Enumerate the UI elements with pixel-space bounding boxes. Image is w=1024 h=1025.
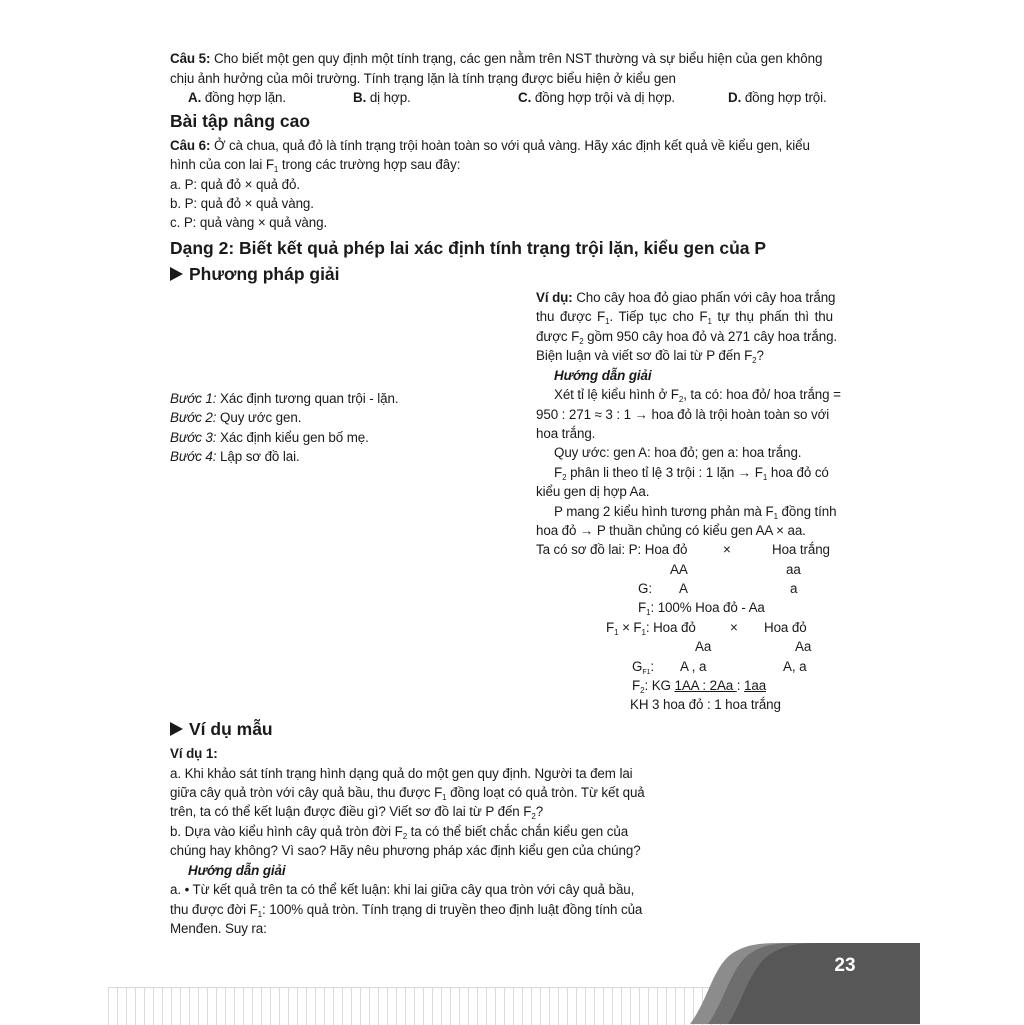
- text: :: [650, 659, 654, 674]
- solution-line-4: Quy ước: gen A: hoa đỏ; gen a: hoa trắng.: [554, 445, 802, 460]
- underlined-genotypes: 1AA : 2Aa: [674, 678, 737, 693]
- subscript: 1: [773, 512, 778, 521]
- cross-intro: Ta có sơ đồ lai: P: Hoa đỏ: [536, 542, 688, 557]
- f1-genotype-1: Aa: [695, 639, 712, 654]
- sample-a-line-3: [170, 802, 543, 822]
- solution-line-7: [554, 502, 837, 522]
- question-6-line-2: [170, 155, 460, 175]
- step-label: Bước 2:: [170, 410, 217, 425]
- question-5-text: Cho biết một gen quy định một tính trạng, các gen nằm trên NST thường và sự biểu hiện của gen không: [210, 51, 823, 66]
- step-text: Quy ước gen.: [216, 410, 302, 425]
- step-label: Bước 1:: [170, 391, 217, 406]
- f1-result: [638, 598, 765, 618]
- question-6-line-1: [170, 136, 810, 156]
- section-heading-advanced: Bài tập nâng cao: [170, 111, 311, 131]
- step-4: [170, 447, 300, 467]
- subscript: 2: [531, 812, 536, 821]
- example-label: Ví dụ:: [536, 290, 573, 305]
- footer-wave-decoration: [690, 940, 920, 1024]
- text: hoa đỏ có: [767, 465, 829, 480]
- text: hình của con lai F: [170, 157, 274, 172]
- underlined-genotype: 1aa: [744, 678, 767, 693]
- subscript: 2: [402, 832, 408, 841]
- text: Xét tỉ lệ kiểu hình ở F: [554, 387, 679, 402]
- sample-a-line-2: [170, 783, 645, 803]
- option-b-letter: B.: [353, 90, 367, 105]
- text: ?: [756, 348, 764, 363]
- section-heading-type-2: Dạng 2: Biết kết quả phép lai xác định tính trạng trội lặn, kiểu gen của P: [170, 238, 767, 258]
- sample-guide-line-3: Menđen. Suy ra:: [170, 921, 267, 936]
- option-b-text: dị hợp.: [366, 90, 411, 105]
- step-text: Xác định kiểu gen bố mẹ.: [216, 430, 369, 445]
- cross-times-symbol: ×: [723, 542, 731, 557]
- text: tự thụ phấn thì thu: [711, 309, 833, 324]
- sample-a-line-1: a. Khi khảo sát tính trạng hình dạng quả do một gen quy định. Người ta đem lai: [170, 766, 633, 781]
- page-number: 23: [834, 955, 856, 976]
- text: ta có thể biết chắc chắn kiểu gen của: [407, 824, 629, 839]
- gamete-1: A: [679, 581, 688, 596]
- text: đồng loạt có quả tròn. Từ kết quả: [446, 785, 645, 800]
- question-6-case-b: b. P: quả đỏ × quả vàng.: [170, 196, 314, 211]
- f1-genotype-2: Aa: [795, 639, 812, 654]
- text: F: [606, 620, 615, 635]
- text: F: [554, 465, 563, 480]
- text: F: [632, 678, 641, 693]
- text: phân li theo tỉ lệ 3 trội : 1 lặn → F: [566, 465, 763, 480]
- text: , ta có: hoa đỏ/ hoa trắng =: [683, 387, 841, 402]
- option-d: [728, 88, 827, 108]
- text: được F: [536, 329, 580, 344]
- question-6-text: Ở cà chua, quả đỏ là tính trạng trội hoàn toàn so với quả vàng. Hãy xác định kết quả về kiểu gen, kiểu: [210, 138, 810, 153]
- sample-b-line-2: chúng hay không? Vì sao? Hãy nêu phương pháp xác định kiểu gen của chúng?: [170, 843, 641, 858]
- solution-line-5: [554, 463, 829, 483]
- subscript: 2: [579, 337, 584, 346]
- f2-phenotype-ratio: KH 3 hoa đỏ : 1 hoa trắng: [630, 697, 781, 712]
- step-3: [170, 428, 369, 448]
- subscript: 1: [707, 317, 712, 326]
- subscript: 2: [640, 686, 645, 695]
- parent-genotype-1: AA: [670, 562, 688, 577]
- step-text: Xác định tương quan trội - lặn.: [216, 391, 399, 406]
- question-6-case-a: a. P: quả đỏ × quả đỏ.: [170, 177, 300, 192]
- example-line-2: [536, 307, 856, 327]
- f1-gametes-2: A, a: [783, 659, 807, 674]
- sample-heading: [170, 718, 273, 740]
- option-c-text: đồng hợp trội và dị hợp.: [531, 90, 676, 105]
- step-label: Bước 4:: [170, 449, 217, 464]
- text: : KG: [644, 678, 675, 693]
- text: giữa cây quả tròn với cây quả bầu, thu được F: [170, 785, 443, 800]
- text: Cho cây hoa đỏ giao phấn với cây hoa trắng: [572, 290, 836, 305]
- f1-gametes-1: A , a: [680, 659, 707, 674]
- guide-heading: Hướng dẫn giải: [554, 368, 652, 383]
- text: :: [736, 678, 744, 693]
- method-heading-text: Phương pháp giải: [189, 264, 340, 284]
- text: Biện luận và viết sơ đồ lai từ P đến F: [536, 348, 753, 363]
- f2-genotype-ratio: [632, 676, 766, 696]
- option-a: [188, 88, 286, 108]
- parent-genotype-2: aa: [786, 562, 801, 577]
- subscript: 1: [273, 165, 279, 174]
- subscript: 1: [442, 793, 447, 802]
- subscript: 1: [257, 910, 263, 919]
- sample-guide-line-2: [170, 900, 642, 920]
- question-6-label: Câu 6:: [170, 138, 211, 153]
- subscript: F1: [642, 669, 651, 676]
- text: : 100% quả tròn. Tính trạng di truyền theo định luật đồng tính của: [262, 902, 643, 917]
- subscript: 2: [562, 473, 567, 482]
- solution-line-3: hoa trắng.: [536, 426, 596, 441]
- solution-line-8: hoa đỏ → P thuần chủng có kiểu gen AA × aa.: [536, 523, 806, 538]
- text: gồm 950 cây hoa đỏ và 271 cây hoa trắng.: [583, 329, 838, 344]
- text: trên, ta có thể kết luận được điều gì? Viết sơ đồ lai từ P đến F: [170, 804, 532, 819]
- text: b. Dựa vào kiểu hình cây quả tròn đời F: [170, 824, 403, 839]
- footer-grid-strip: [108, 987, 723, 1025]
- subscript: 2: [752, 356, 757, 365]
- text: đồng tính: [777, 504, 837, 519]
- text: thu được đời F: [170, 902, 258, 917]
- question-6-case-c: c. P: quả vàng × quả vàng.: [170, 215, 328, 230]
- text: : Hoa đỏ: [645, 620, 696, 635]
- method-heading: [170, 263, 340, 285]
- question-5-line-1: [170, 49, 822, 69]
- f1-cross: [606, 618, 696, 638]
- gamete-label: G:: [638, 581, 652, 596]
- example-line-1: [536, 288, 835, 308]
- option-d-text: đồng hợp trội.: [741, 90, 827, 105]
- question-5-line-2: chịu ảnh hưởng của môi trường. Tính trạng lặn là tính trạng được biểu hiện ở kiểu gen: [170, 71, 676, 86]
- triangle-bullet-icon: [170, 267, 183, 281]
- option-a-text: đồng hợp lặn.: [201, 90, 287, 105]
- text: trong các trường hợp sau đây:: [278, 157, 461, 172]
- option-c: [518, 88, 675, 108]
- subscript: 1: [762, 473, 768, 482]
- text: : 100% Hoa đỏ - Aa: [650, 600, 765, 615]
- step-label: Bước 3:: [170, 430, 217, 445]
- text: . Tiếp tục cho F: [609, 309, 708, 324]
- text: F: [638, 600, 647, 615]
- sample-guide-heading: Hướng dẫn giải: [188, 863, 286, 878]
- triangle-bullet-icon: [170, 722, 183, 736]
- subscript: 1: [641, 628, 646, 637]
- solution-line-6: kiểu gen dị hợp Aa.: [536, 484, 650, 499]
- f1-cross-parent-2: Hoa đỏ: [764, 620, 807, 635]
- example-line-4: [536, 346, 764, 366]
- example-line-3: [536, 327, 837, 347]
- step-2: [170, 408, 301, 428]
- subscript: 1: [646, 608, 651, 617]
- subscript: 1: [605, 317, 610, 326]
- step-1: [170, 389, 398, 409]
- f1-gamete-label: [632, 657, 654, 677]
- solution-line-2: 950 : 271 ≈ 3 : 1 → hoa đỏ là trội hoàn toàn so với: [536, 407, 830, 422]
- subscript: 2: [678, 395, 684, 404]
- text: P mang 2 kiểu hình tương phản mà F: [554, 504, 774, 519]
- text: × F: [618, 620, 642, 635]
- sample-heading-text: Ví dụ mẫu: [189, 719, 273, 739]
- option-c-letter: C.: [518, 90, 532, 105]
- step-text: Lập sơ đồ lai.: [216, 449, 300, 464]
- question-5-label: Câu 5:: [170, 51, 211, 66]
- subscript: 1: [614, 628, 619, 637]
- example-1-label: Ví dụ 1:: [170, 746, 218, 761]
- option-d-letter: D.: [728, 90, 742, 105]
- text: G: [632, 659, 643, 674]
- sample-b-line-1: [170, 822, 628, 842]
- f1-cross-times-symbol: ×: [730, 620, 738, 635]
- gamete-2: a: [790, 581, 798, 596]
- cross-parent-2: Hoa trắng: [772, 542, 830, 557]
- option-a-letter: A.: [188, 90, 202, 105]
- solution-line-1: [554, 385, 841, 405]
- text: ?: [535, 804, 544, 819]
- sample-guide-line-1: a. • Từ kết quả trên ta có thể kết luận: khi lai giữa cây qua tròn với cây quả bầu,: [170, 882, 635, 897]
- text: thu được F: [536, 309, 606, 324]
- option-b: [353, 88, 411, 108]
